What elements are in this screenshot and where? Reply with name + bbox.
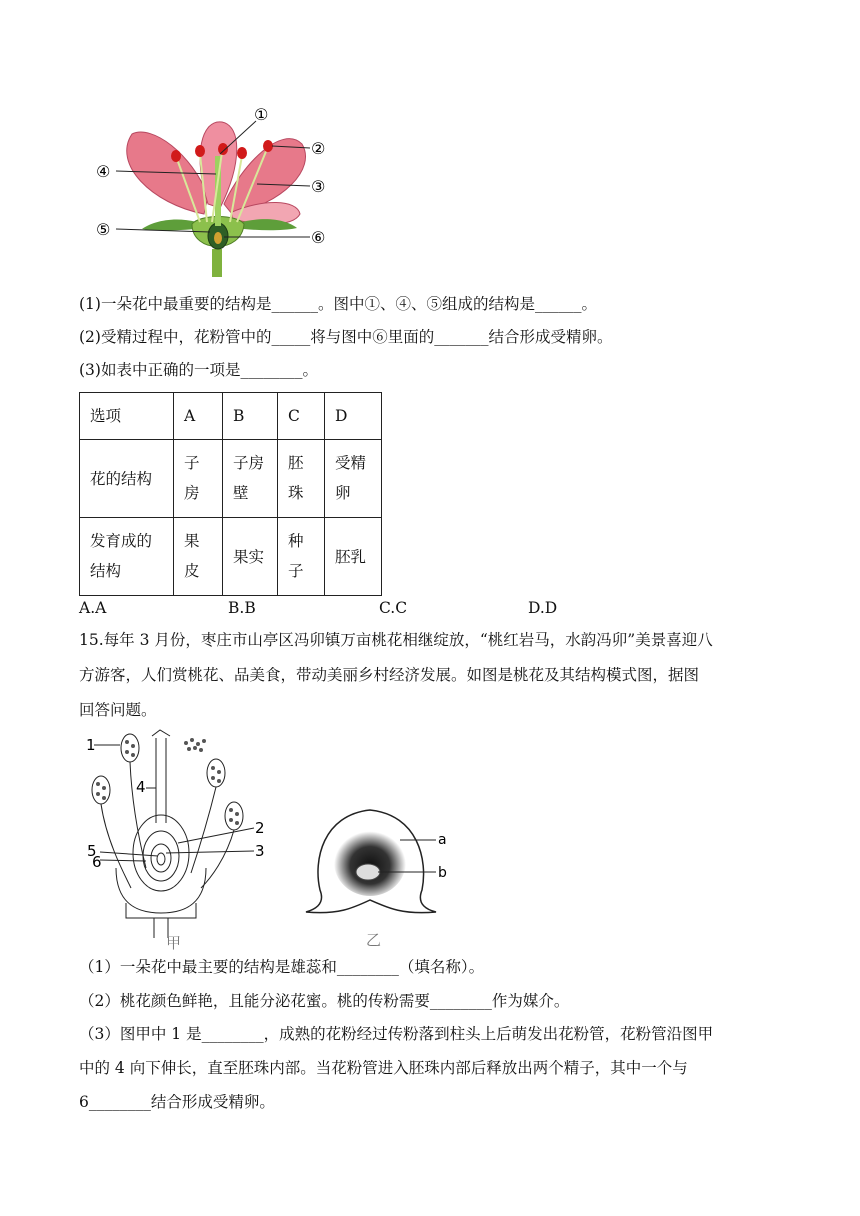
table-cell: 子房: [184, 454, 200, 502]
peach-fruit-diagram: [298, 800, 468, 950]
q15-subquestion-2: （2）桃花颜色鲜艳，且能分泌花蜜。桃的传粉需要________作为媒介。: [79, 992, 570, 1010]
q14-subquestion-3: (3)如表中正确的一项是________。: [79, 361, 318, 379]
q15-intro-line-3: 回答问题。: [79, 701, 157, 719]
q14-subquestion-2: (2)受精过程中，花粉管中的_____将与图中⑥里面的_______结合形成受精卵。: [79, 328, 613, 346]
flower-diagram: [92, 104, 342, 279]
q15-subquestion-3-line-1: （3）图甲中 1 是________，成熟的花粉经过传粉落到柱头上后萌发出花粉管，花粉管沿图甲: [79, 1025, 714, 1043]
label-5: ⑤: [96, 220, 111, 239]
choice-d: D.D: [528, 599, 558, 617]
jia-caption: 甲: [166, 934, 182, 952]
table-cell: D: [325, 393, 382, 440]
choice-c: C.C: [379, 599, 408, 617]
q15-intro-line-1: 15.每年 3 月份，枣庄市山亭区冯卯镇万亩桃花相继绽放，“桃红岩马，水韵冯卯”美景喜迎八: [79, 631, 713, 649]
table-row: [80, 518, 382, 596]
label-4: ④: [96, 162, 111, 181]
table-cell: 受精卵: [335, 454, 367, 502]
choice-a: A.A: [79, 599, 107, 617]
label-1: ①: [254, 105, 269, 124]
table-row: [80, 440, 382, 518]
table-cell: 胚乳: [325, 518, 382, 596]
table-cell: B: [223, 393, 278, 440]
table-row: [80, 393, 382, 440]
yi-label-a: a: [438, 832, 447, 848]
q15-subquestion-3-line-2: 中的 4 向下伸长，直至胚珠内部。当花粉管进入胚珠内部后释放出两个精子，其中一个与: [79, 1059, 688, 1077]
jia-label-4: 4: [136, 778, 146, 796]
table-cell: 发育成的结构: [90, 532, 153, 580]
label-3: ③: [311, 177, 326, 196]
table-cell: 选项: [80, 393, 174, 440]
table-cell: 子房壁: [233, 454, 265, 502]
answer-choices: [79, 599, 779, 619]
jia-label-6: 6: [92, 853, 102, 871]
label-6: ⑥: [311, 228, 326, 247]
q15-subquestion-1: （1）一朵花中最主要的结构是雄蕊和________（填名称）。: [79, 958, 485, 976]
table-cell: 果皮: [184, 532, 200, 580]
jia-label-2: 2: [255, 819, 265, 837]
label-2: ②: [311, 139, 326, 158]
table-cell: 花的结构: [80, 440, 174, 518]
jia-label-3: 3: [255, 842, 265, 860]
q15-subquestion-3-line-3: 6________结合形成受精卵。: [79, 1093, 275, 1111]
table-cell: 胚珠: [288, 454, 304, 502]
peach-flower-diagram: [86, 728, 276, 953]
q14-subquestion-1: (1)一朵花中最重要的结构是______。图中①、④、⑤组成的结构是______。: [79, 295, 597, 313]
table-cell: A: [174, 393, 223, 440]
table-cell: 果实: [223, 518, 278, 596]
q15-intro-line-2: 方游客，人们赏桃花、品美食，带动美丽乡村经济发展。如图是桃花及其结构模式图，据图: [79, 666, 700, 684]
table-cell: C: [278, 393, 325, 440]
yi-caption: 乙: [366, 931, 382, 949]
jia-label-5: 5: [87, 842, 97, 860]
yi-label-b: b: [438, 865, 447, 881]
jia-label-1: 1: [86, 736, 96, 754]
table-cell: 种子: [288, 532, 304, 580]
options-table: [79, 392, 382, 596]
choice-b: B.B: [228, 599, 256, 617]
